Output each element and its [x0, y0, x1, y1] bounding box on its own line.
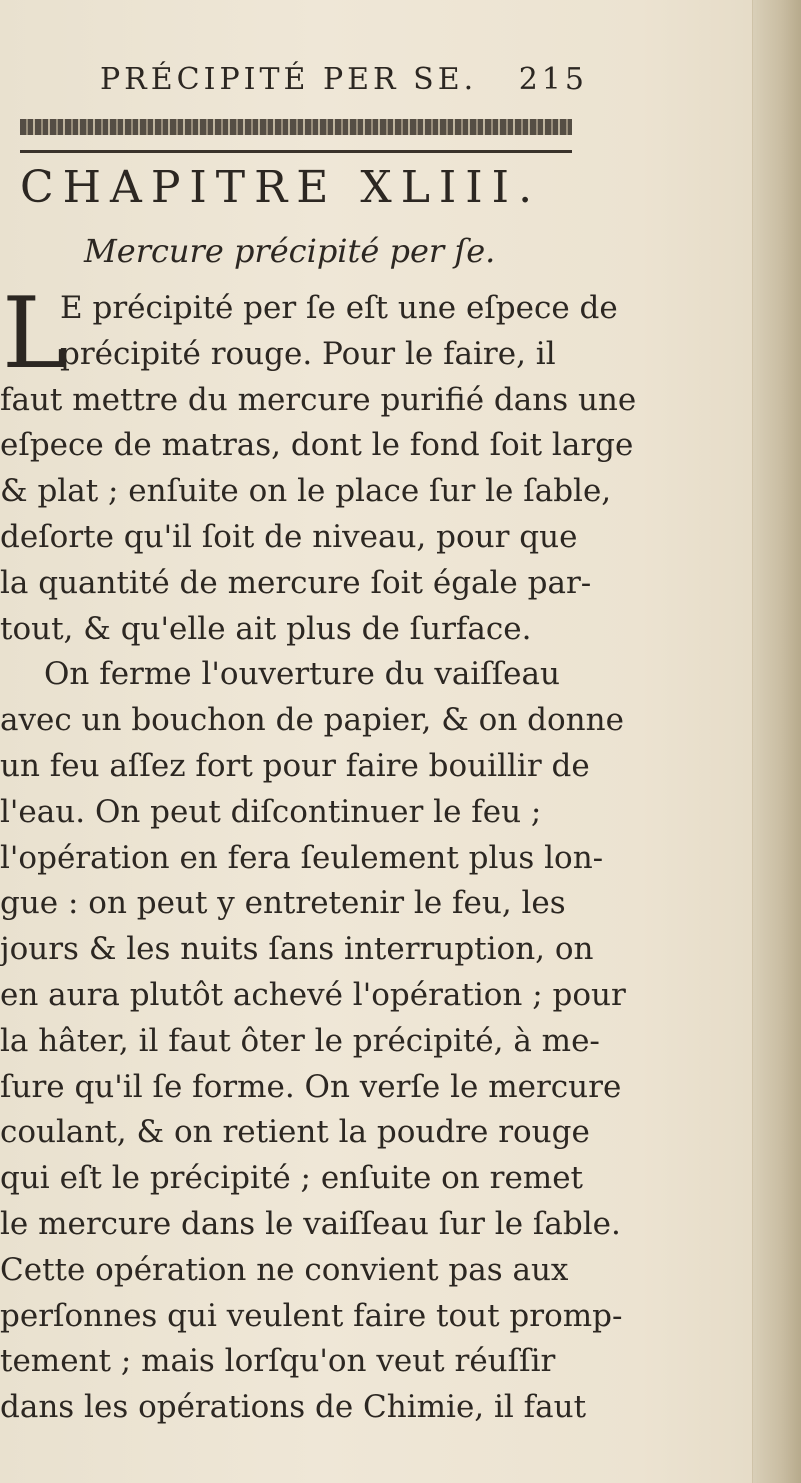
- text-line: faut mettre du mercure purifié dans une: [0, 381, 637, 418]
- text-line: E précipité per ſe eſt une eſpece de: [60, 290, 618, 326]
- text-line: précipité rouge. Pour le faire, il: [60, 335, 556, 372]
- running-head: [100, 62, 660, 97]
- chapter-heading: CHAPITRE XLIII.: [20, 162, 542, 213]
- text-line: l'opération en fera ſeulement plus lon-: [0, 839, 604, 876]
- page-number: 215: [518, 62, 588, 97]
- text-line: tout, & qu'elle ait plus de ſurface.: [0, 610, 532, 647]
- text-line: Cette opération ne convient pas aux: [0, 1251, 569, 1288]
- horizontal-rule: [20, 150, 572, 153]
- drop-cap: L: [2, 277, 68, 391]
- text-line: avec un bouchon de papier, & on donne: [0, 702, 624, 739]
- text-line: la quantité de mercure ſoit égale par-: [0, 564, 592, 601]
- decorative-ornament-band: [20, 119, 572, 135]
- text-line: gue : on peut y entretenir le feu, les: [0, 885, 566, 922]
- text-line: On ferme l'ouverture du vaiſſeau: [44, 656, 560, 693]
- text-line: la hâter, il faut ôter le précipité, à me-: [0, 1022, 600, 1059]
- body-text: [0, 277, 637, 1431]
- text-line: eſpece de matras, dont le fond ſoit large: [0, 427, 634, 464]
- section-title: Mercure précipité per ſe.: [84, 232, 496, 270]
- text-line: ſure qu'il ſe forme. On verſe le mercure: [0, 1068, 622, 1105]
- text-line: perſonnes qui veulent faire tout promp-: [0, 1297, 623, 1334]
- book-spine-edge: [752, 0, 801, 1483]
- text-line: l'eau. On peut diſcontinuer le feu ;: [0, 793, 542, 830]
- text-line: en aura plutôt achevé l'opération ; pour: [0, 976, 626, 1013]
- text-line: deſorte qu'il ſoit de niveau, pour que: [0, 518, 578, 555]
- text-line: coulant, & on retient la poudre rouge: [0, 1114, 590, 1151]
- text-line: tement ; mais lorſqu'on veut réuſſir: [0, 1343, 556, 1380]
- text-line: & plat ; enſuite on le place ſur le ſable,: [0, 473, 612, 510]
- text-line: dans les opérations de Chimie, il faut: [0, 1389, 587, 1426]
- text-line: un feu aſſez fort pour faire bouillir de: [0, 747, 590, 784]
- text-line: qui eſt le précipité ; enſuite on remet: [0, 1160, 583, 1197]
- text-line: jours & les nuits ſans interruption, on: [0, 931, 594, 968]
- running-head-title: PRÉCIPITÉ PER SE.: [100, 62, 478, 97]
- text-line: le mercure dans le vaiſſeau ſur le ſable.: [0, 1205, 621, 1242]
